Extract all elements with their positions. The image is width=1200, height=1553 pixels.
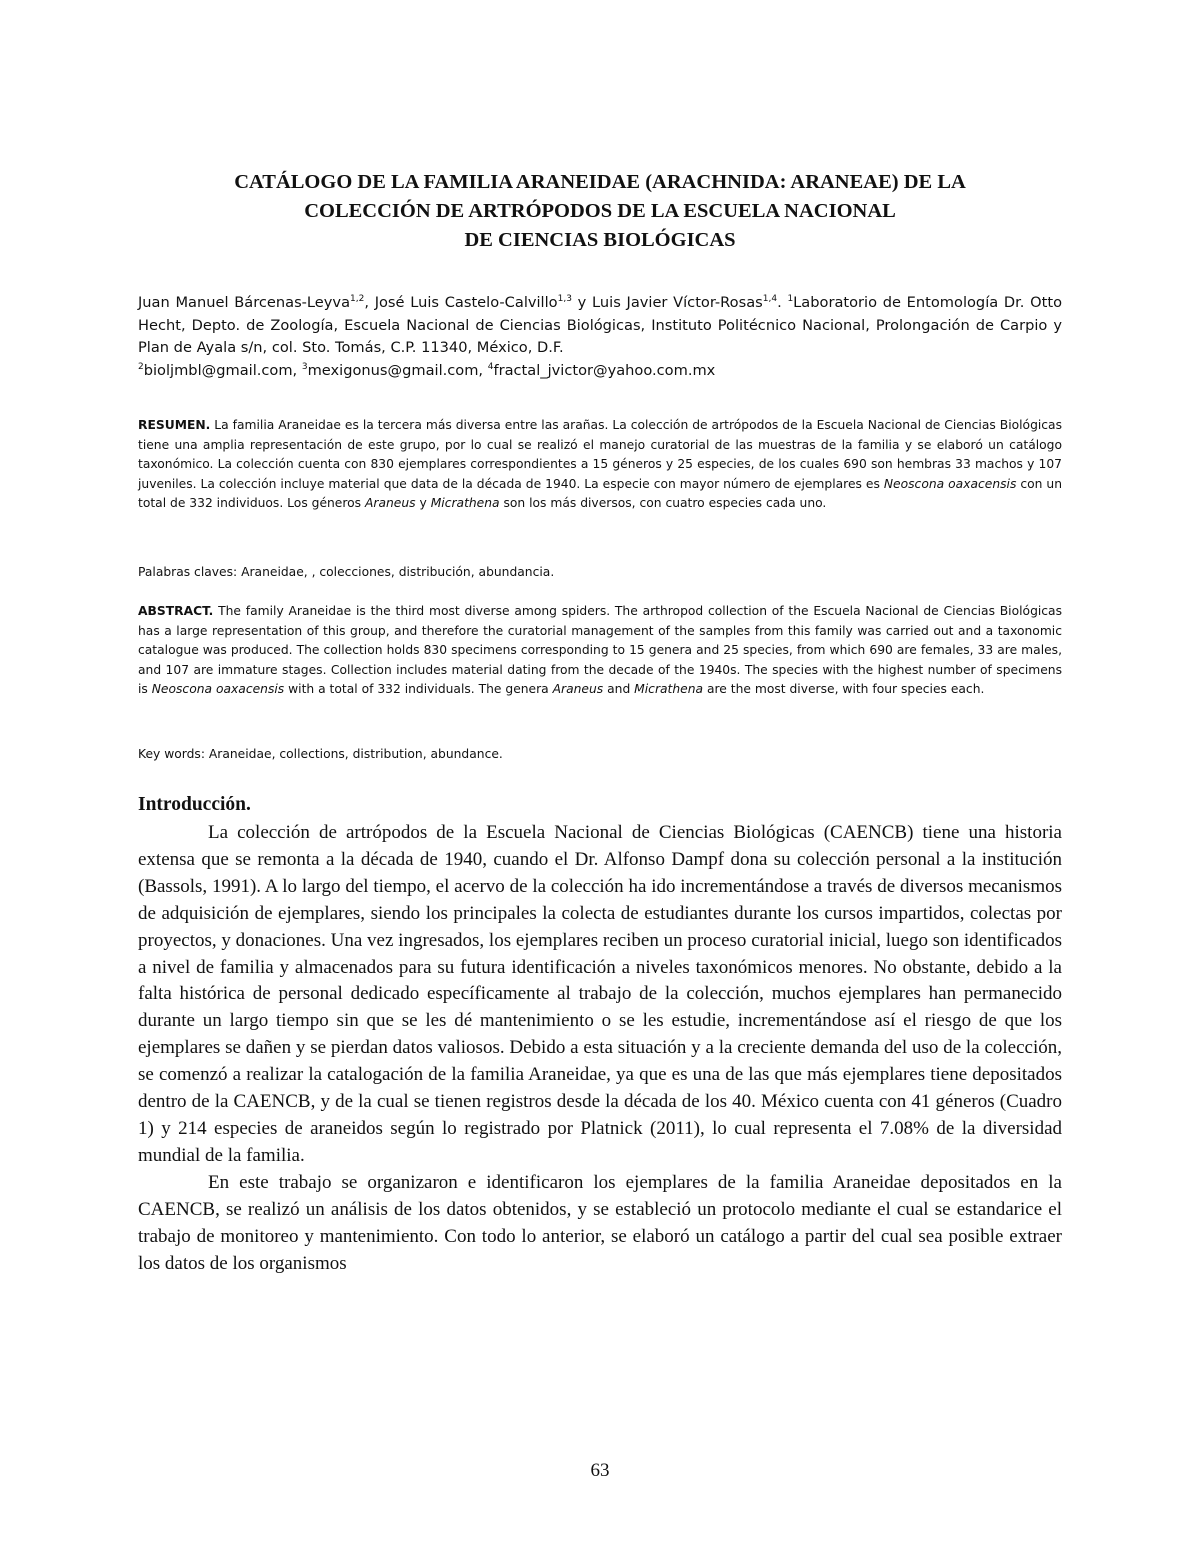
author-separator: . bbox=[777, 294, 788, 311]
email: bioljmbl@gmail.com, bbox=[143, 361, 302, 379]
paragraph: La colección de artrópodos de la Escuela Nacional de Ciencias Biológicas (CAENCB) tiene una historia extensa que se remonta a la década de 1940, cuando el Dr. Alfonso Dampf dona su colección personal a la institución (Bassols, 1991). A lo largo del tiempo, el acervo de la colección ha ido incrementándose a través de diversos mecanismos de adquisición de ejemplares, siendo los principales la colecta de estudiantes durante los cursos impartidos, colectas por proyectos, y donaciones. Una vez ingresados, los ejemplares reciben un proceso curatorial inicial, luego son identificados a nivel de familia y almacenados para su futura identificación a niveles taxonómicos menores. No obstante, debido a la falta histórica de personal dedicado específicamente al trabajo de la colección, muchos ejemplares han permanecido durante un largo tiempo sin que se les dé mantenimiento o se les estudie, incrementándose así el riesgo de que los ejemplares se dañen y se pierdan datos valiosos. Debido a esta situación y a la creciente demanda del uso de la colección, se comenzó a realizar la catalogación de la familia Araneidae, ya que es una de las que más ejemplares tiene depositados dentro de la CAENCB, y de la cual se tienen registros desde la década de los 40. México cuenta con 41 géneros (Cuadro 1) y 214 especies de araneidos según lo registrado por Platnick (2011), lo cual representa el 7.08% de la diversidad mundial de la familia. bbox=[138, 822, 1062, 1166]
title-line: COLECCIÓN DE ARTRÓPODOS DE LA ESCUELA NACIONAL bbox=[304, 200, 896, 222]
author-name: Luis Javier Víctor-Rosas bbox=[592, 294, 763, 311]
species-name: Neoscona oaxacensis bbox=[883, 476, 1017, 491]
email: fractal_jvictor@yahoo.com.mx bbox=[493, 361, 716, 379]
resumen-text: La familia Araneidae es la tercera más diversa entre las arañas. La colección de artrópodos de la Escuela Nacional de Ciencias Biológicas tiene una amplia representación de este grupo, por lo cual se realizó el manejo curatorial de las muestras de la familia y se elaboró un catálogo taxonómico. La colección cuenta con 830 ejemplares correspondientes a 15 géneros y 25 especies, de los cuales 690 son hembras 33 machos y 107 juveniles. La colección incluye material que data de la década de 1940. La especie con mayor número de ejemplares es bbox=[138, 418, 1062, 491]
resumen-text: y bbox=[415, 496, 431, 510]
section-heading: Introducción. bbox=[138, 794, 251, 815]
paragraph: En este trabajo se organizaron e identificaron los ejemplares de la familia Araneidae depositados en la CAENCB, se realizó un análisis de los datos obtenidos, y se estableció un protocolo mediante el cual se estandarice el trabajo de monitoreo y mantenimiento. Con todo lo anterior, se elaboró un catálogo a partir del cual sea posible extraer los datos de los organismos bbox=[138, 1171, 1062, 1274]
author-name: José Luis Castelo-Calvillo bbox=[374, 294, 558, 311]
genus-name: Araneus bbox=[365, 496, 416, 510]
resumen-label: RESUMEN. bbox=[138, 418, 211, 432]
email: mexigonus@gmail.com, bbox=[307, 361, 488, 379]
abstract-text: with a total of 332 individuals. The genera bbox=[284, 682, 553, 696]
genus-name: Araneus bbox=[552, 682, 604, 696]
abstract bbox=[138, 602, 1062, 700]
key-words: Key words: Araneidae, collections, distribution, abundance. bbox=[138, 747, 503, 761]
species-name: Neoscona oaxacensis bbox=[151, 682, 285, 696]
author-sup: 1,4 bbox=[762, 294, 778, 305]
email-sup: 2 bbox=[138, 361, 144, 372]
title-line: CATÁLOGO DE LA FAMILIA ARANEIDAE (ARACHNIDA: ARANEAE) DE LA bbox=[234, 171, 966, 193]
palabras-claves: Palabras claves: Araneidae, , colecciones, distribución, abundancia. bbox=[138, 565, 555, 579]
author-separator: y bbox=[571, 294, 593, 311]
affiliation: Laboratorio de Entomología Dr. Otto Hecht, Depto. de Zoología, Escuela Nacional de Ciencias Biológicas, Instituto Politécnico Nacional, Prolongación de Carpio y Plan de Ayala s/n, col. Sto. Tomás, C.P. 11340, México, D.F. bbox=[138, 294, 1063, 356]
abstract-text: are the most diverse, with four species each. bbox=[703, 682, 985, 696]
abstract-text: The family Araneidae is the third most diverse among spiders. The arthropod collection of the Escuela Nacional de Ciencias Biológicas has a large representation of this group, and therefore the curatorial management of the samples from this family was carried out and a taxonomic catalogue was produced. The collection holds 830 specimens corresponding to 15 genera and 25 species, from which 690 are females, 33 are males, and 107 are immature stages. Collection includes material dating from the decade of the 1940s. The species with the highest number of specimens is bbox=[138, 604, 1062, 696]
authors-affiliation bbox=[138, 292, 1062, 382]
introduction-body bbox=[138, 820, 1062, 1277]
author-sup: 1,2 bbox=[350, 294, 365, 305]
resumen bbox=[138, 416, 1062, 514]
email-sup: 4 bbox=[487, 361, 494, 372]
paper-title bbox=[138, 168, 1062, 255]
genus-name: Micrathena bbox=[634, 682, 704, 696]
title-line: DE CIENCIAS BIOLÓGICAS bbox=[464, 229, 736, 251]
resumen-text: con un total de 332 individuos. Los géneros bbox=[138, 476, 1062, 510]
abstract-text: and bbox=[603, 682, 635, 696]
author-name: Juan Manuel Bárcenas-Leyva bbox=[138, 294, 351, 311]
genus-name: Micrathena bbox=[430, 496, 500, 510]
resumen-text: son los más diversos, con cuatro especies cada uno. bbox=[499, 496, 827, 510]
email-sup: 3 bbox=[301, 361, 308, 372]
affiliation-sup: 1 bbox=[787, 294, 794, 305]
page-number: 63 bbox=[590, 1460, 610, 1481]
author-sup: 1,3 bbox=[557, 294, 572, 305]
abstract-label: ABSTRACT. bbox=[138, 604, 214, 618]
author-separator: , bbox=[364, 294, 375, 311]
